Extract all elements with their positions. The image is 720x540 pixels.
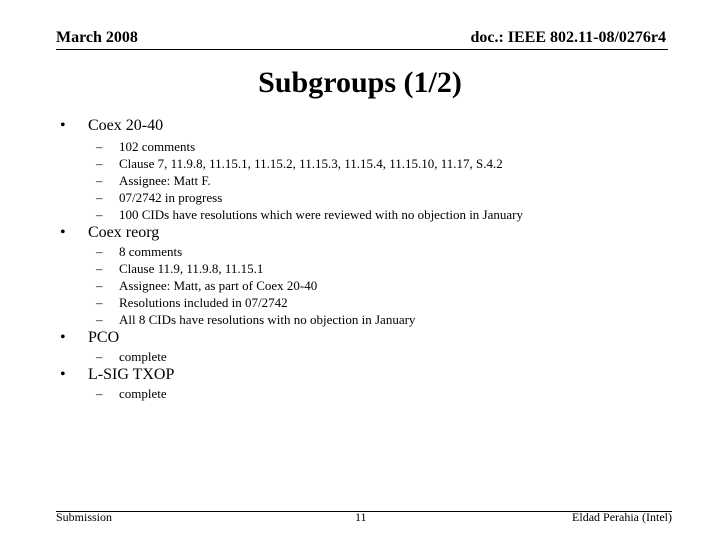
sub-item-text: Assignee: Matt F. <box>119 173 211 188</box>
bullet-item <box>60 328 680 348</box>
sub-item-text: 07/2742 in progress <box>119 190 223 205</box>
dash: – <box>96 261 103 276</box>
footer-author: Eldad Perahia (Intel) <box>572 510 672 524</box>
sub-item-text: 100 CIDs have resolutions which were reviewed with no objection in January <box>119 207 523 222</box>
sub-item <box>60 243 680 260</box>
bullet: • <box>60 224 66 241</box>
sub-item <box>60 260 680 277</box>
sub-item-text: Clause 11.9, 11.9.8, 11.15.1 <box>119 261 264 276</box>
sub-item <box>60 311 680 328</box>
bullet-text: L-SIG TXOP <box>88 366 175 383</box>
dash: – <box>96 190 103 205</box>
dash: – <box>96 244 103 259</box>
dash: – <box>96 278 103 293</box>
dash: – <box>96 139 103 154</box>
sub-item-text: 102 comments <box>119 139 196 154</box>
sub-item-text: complete <box>119 386 167 401</box>
header-date: March 2008 <box>56 29 138 46</box>
group-pco <box>60 328 680 365</box>
dash: – <box>96 312 103 327</box>
bullet-text: Coex 20-40 <box>88 117 164 134</box>
footer-submission: Submission <box>56 510 113 524</box>
bullet-text: Coex reorg <box>88 224 160 241</box>
dash: – <box>96 295 103 310</box>
bullet-item <box>60 223 680 243</box>
sub-item <box>60 138 680 155</box>
sub-item <box>60 348 680 365</box>
sub-item <box>60 385 680 402</box>
dash: – <box>96 156 103 171</box>
bullet-text: PCO <box>88 329 120 346</box>
sub-item-text: 8 comments <box>119 244 183 259</box>
sub-item-text: Resolutions included in 07/2742 <box>119 295 288 310</box>
sub-item-text: Clause 7, 11.9.8, 11.15.1, 11.15.2, 11.15.3, 11.15.4, 11.15.10, 11.17, S.4.2 <box>119 156 503 171</box>
slide-content <box>60 116 680 402</box>
dash: – <box>96 349 103 364</box>
dash: – <box>96 173 103 188</box>
sub-item <box>60 155 680 172</box>
group-l-sig-txop <box>60 365 680 402</box>
group-coex-20-40 <box>60 116 680 223</box>
bullet-item <box>60 365 680 385</box>
slide-title: Subgroups (1/2) <box>258 66 462 99</box>
footer-page-number: 11 <box>355 510 367 524</box>
dash: – <box>96 386 103 401</box>
sub-item <box>60 172 680 189</box>
bullet: • <box>60 329 66 346</box>
header-doc-id: doc.: IEEE 802.11-08/0276r4 <box>470 29 666 46</box>
sub-item <box>60 294 680 311</box>
sub-item <box>60 189 680 206</box>
header-rule <box>56 49 668 50</box>
dash: – <box>96 207 103 222</box>
group-coex-reorg <box>60 223 680 328</box>
sub-item <box>60 206 680 223</box>
bullet-item <box>60 116 680 136</box>
sub-item-text: All 8 CIDs have resolutions with no objection in January <box>119 312 416 327</box>
sub-item <box>60 277 680 294</box>
sub-item-text: complete <box>119 349 167 364</box>
bullet: • <box>60 366 66 383</box>
bullet: • <box>60 117 66 134</box>
sub-item-text: Assignee: Matt, as part of Coex 20-40 <box>119 278 318 293</box>
